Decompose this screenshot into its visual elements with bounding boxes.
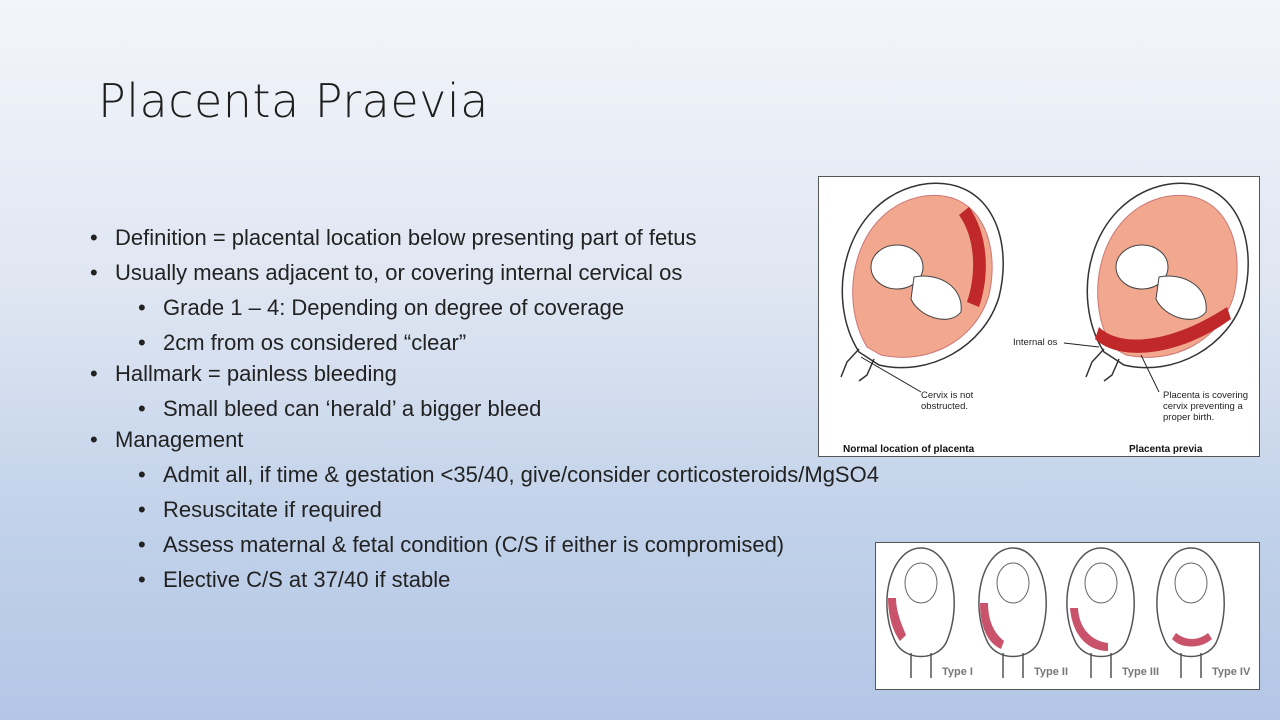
bullet-list: [90, 224, 879, 601]
bullet-management-text: Management: [115, 427, 244, 452]
bullet-elective: • Elective C/S at 37/40 if stable: [90, 566, 879, 593]
normal-uterus-illustration: [841, 183, 1003, 392]
label-cervix-1: Cervix is not: [921, 390, 974, 401]
placenta-diagram: [819, 177, 1259, 456]
bullet-assess: • Assess maternal & fetal condition (C/S if either is compromised): [90, 531, 879, 558]
label-placenta-3: proper birth.: [1163, 412, 1215, 423]
bullet-clear: • 2cm from os considered “clear”: [90, 329, 879, 356]
bullet-admit: • Admit all, if time & gestation <35/40, give/consider corticosteroids/MgSO4: [90, 461, 879, 488]
label-cervix-2: obstructed.: [921, 401, 968, 412]
bullet-hallmark: [90, 360, 879, 422]
previa-types-figure: [875, 542, 1260, 690]
bullet-hallmark-text: Hallmark = painless bleeding: [115, 361, 397, 386]
label-placenta-1: Placenta is covering: [1163, 390, 1249, 401]
label-type-2: Type II: [1034, 666, 1069, 678]
slide-title: Placenta Praevia: [98, 74, 489, 128]
caption-normal: Normal location of placenta: [843, 444, 975, 455]
type-1-illustration: [887, 548, 954, 678]
bullet-resus: • Resuscitate if required: [90, 496, 879, 523]
bullet-management: [90, 426, 879, 593]
label-type-4: Type IV: [1212, 666, 1251, 678]
bullet-usually: [90, 259, 879, 356]
label-type-1: Type I: [942, 666, 973, 678]
type-3-illustration: [1067, 548, 1134, 678]
label-type-3: Type III: [1122, 666, 1160, 678]
caption-previa: Placenta previa: [1129, 444, 1203, 455]
bullet-grade: • Grade 1 – 4: Depending on degree of coverage: [90, 294, 879, 321]
previa-types-diagram: [876, 543, 1259, 689]
label-placenta-2: cervix preventing a: [1163, 401, 1243, 412]
bullet-herald: • Small bleed can ‘herald’ a bigger bleed: [90, 395, 879, 422]
sub-list-hallmark: [90, 395, 879, 422]
bullet-usually-text: Usually means adjacent to, or covering internal cervical os: [115, 260, 683, 285]
label-internal-os: Internal os: [1013, 337, 1058, 348]
type-2-illustration: [979, 548, 1046, 678]
bullet-definition: • Definition = placental location below presenting part of fetus: [90, 224, 879, 251]
previa-uterus-illustration: [1064, 183, 1248, 392]
sub-list-usually: [90, 294, 879, 356]
type-4-illustration: [1157, 548, 1224, 678]
sub-list-management: [90, 461, 879, 593]
placenta-previa-figure: [818, 176, 1260, 457]
